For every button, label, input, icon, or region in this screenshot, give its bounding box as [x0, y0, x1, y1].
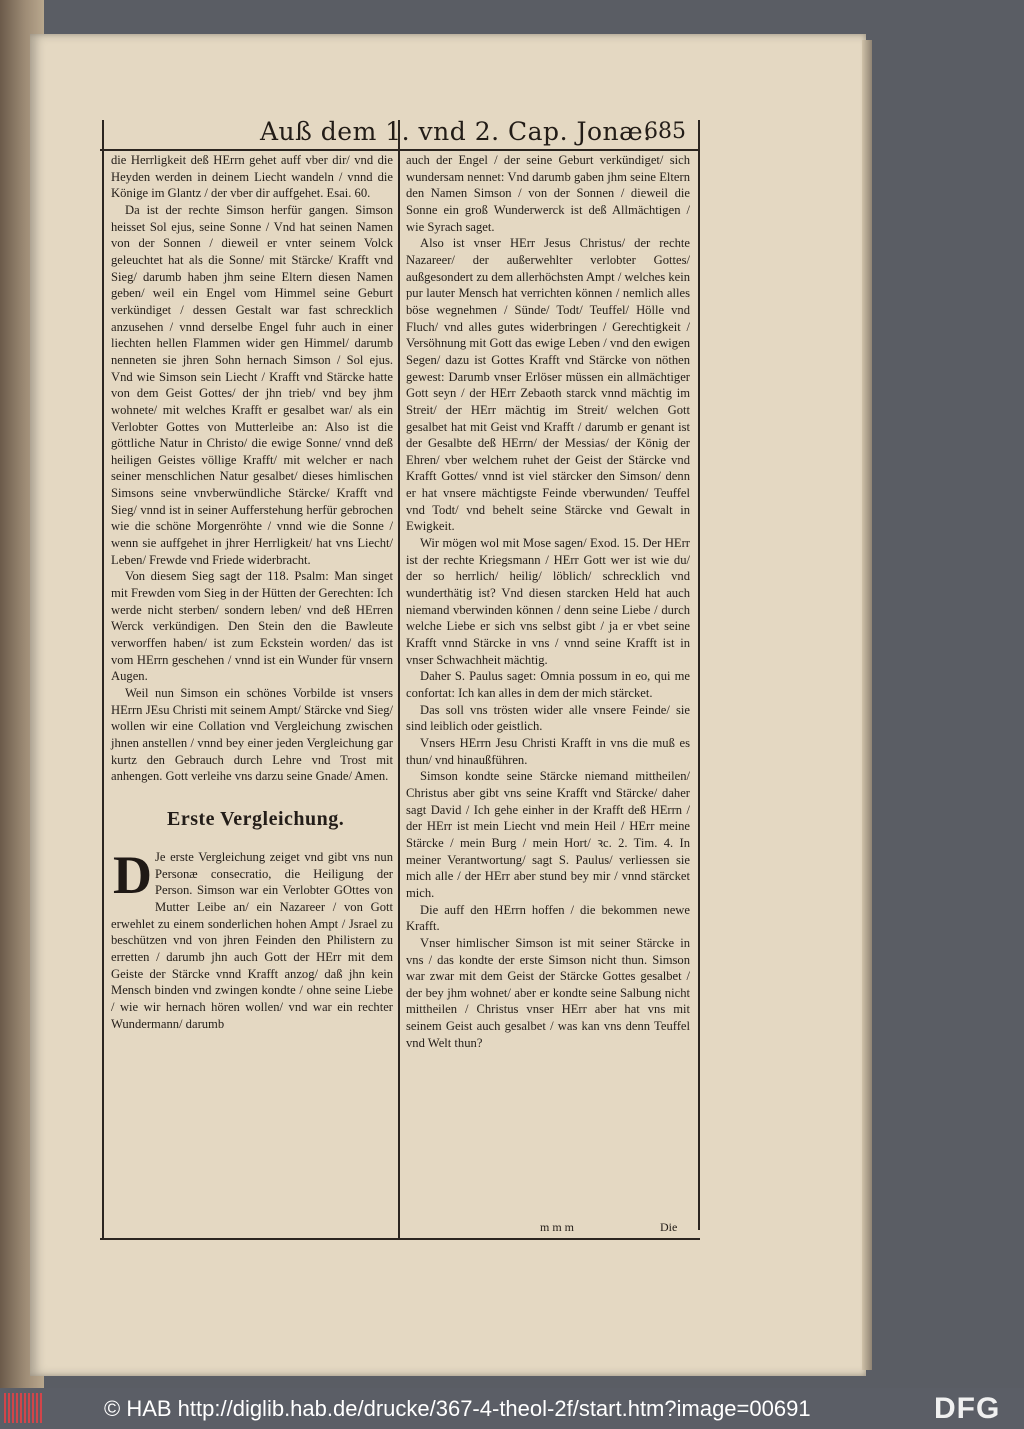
paragraph: Wir mögen wol mit Mose sagen/ Exod. 15. Der HErr ist der rechte Kriegsmann / HErr Gott wer ist wie du/ der so herrlich/ heilig/ löblich/ schrecklich vnd wunderthätig ist? Vnd diesen starcken Held hat auch niemand vberwinden können / denn seine Liebe / durch welche Liebe er sich vns selbst gibt / ja er vbet seine Krafft vnnd Stärcke in vns / vnnd seine Krafft ist in vnser Schwachheit mächtig.: [406, 536, 690, 667]
right-column: [406, 152, 690, 1051]
left-column: [111, 152, 393, 1032]
paragraph: Vnser himlischer Simson ist mit seiner Stärcke in vns / das kondte der erste Simson nicht thun. Simson war zwar mit dem Geist der Stärcke Gottes gesalbet / der bey jhm wohnet/ aber er kondte seine Salbung nicht mittheilen / Christus vnser HErr aber hat vns mit seinem Geist auch gesalbet / was kan vns denn Teuffel vnd Welt thun?: [406, 935, 690, 1050]
signature-mark: m m m: [540, 1220, 575, 1234]
barcode-icon: [4, 1393, 44, 1423]
section-heading: Erste Vergleichung.: [167, 807, 345, 830]
paragraph: Da ist der rechte Simson herfür gangen. Simson heisset Sol ejus, seine Sonne / Vnd hat seinen Namen von der Sonnen / dieweil er vnter seinem Volck geleuchtet hat als die Sonne/ mit Stärcke/ Krafft vnd Sieg/ darumb haben jhm seine Eltern diesen Namen geben/ weil ein Engel vom Himmel seine Geburt verkündiget / dessen Gestalt war fast schrecklich anzusehen / vnnd derselbe Engel fuhr auch in einer liechten hellen Flammen wider gen Himmel/ darumb nenneten sie jhren Sohn hernach Simson / Sol ejus. Vnd wie Simson sein Liecht / Krafft vnd Stärcke hatte von dem Geist Gottes/ der jhn trieb/ vnd bey jhm wohnete/ mit welches Krafft er gesalbet war/ als ein Verlobter Gottes von Mutterleibe an: Also ist die göttliche Natur in Christo/ die ewige Sonne/ vnnd deß heiligen Geistes völlige Krafft/ mit welcher er nach seiner menschlichen Natur gesalbet/ dieses himlischen Simsons seine vnvberwündliche Stärcke/ Krafft vnd Sieg/ vnnd ist in seiner Aufferstehung herfür gebrochen wie die schöne Morgenröhte / vnnd wie die Sonne / wenn sie auffgehet in jhrer Herrligkeit/ hat vns Liecht/ Leben/ Frewde vnd Friede widerbracht.: [111, 202, 393, 567]
paragraph: auch der Engel / der seine Geburt verkündiget/ sich wundersam nennet: Vnd darumb gaben jhm seine Eltern den Namen Simson / von der Sonnen / dieweil die Sonne ein groß Wunderwerck ist deß Allmächtigen / wie Syrach saget.: [406, 153, 690, 234]
paragraph: Simson kondte seine Stärcke niemand mittheilen/ Christus aber gibt vns seine Krafft vnd Stärcke/ daher sagt David / Ich gehe einher in der Krafft deß HErrn / der HErr ist mein Liecht vnd mein Heil / HErr meine Stärcke / mein Burg / mein Hort/ ꝛc. 2. Tim. 4. In meiner Verantwortung/ sagt S. Paulus/ verliessen sie mich alle / der HErr aber stund bey mir / vnnd stärcket mich.: [406, 769, 690, 900]
paragraph: Weil nun Simson ein schönes Vorbilde ist vnsers HErrn JEsu Christi mit seinem Ampt/ Stärcke vnd Sieg/ wollen wir eine Collation vnd Vergleichung zwischen jhnen anstellen / vnnd bey einer jeden Vergleichung gar kurtz den Gebrauch durch Lehre vnd Trost mit anhengen. Gott verleihe vns darzu seine Gnade/ Amen.: [111, 686, 393, 784]
paragraph: die Herrligkeit deß HErrn gehet auff vber dir/ vnd die Heyden werden in deinem Liecht wandeln / vnnd die Könige im Glantz / der vber dir auffgehet. Esai. 60.: [111, 153, 393, 201]
section-body: [111, 844, 393, 1032]
paragraph: Die auff den HErrn hoffen / die bekommen newe Krafft.: [406, 902, 690, 934]
frame-rule-bottom: [100, 1238, 700, 1240]
paragraph: Also ist vnser HErr Jesus Christus/ der rechte Nazareer/ der außerwehlter verlobter Gottes/ außgesondert zu dem allerhöchsten Ampt / welches kein pur lauter Mensch hat verrichten können / nemlich alles böse wegnehmen / Sünde/ Todt/ Teuffel/ Hölle vnd Fluch/ vnd alles gutes widerbringen / Gerechtigkeit / Versöhnung mit Gott das ewige Leben / vnd den ewigen Segen/ dazu ist Gottes Krafft vnd Stärcke von nöthen gewest: Darumb vnser Erlöser müssen ein allmächtiger Gott seyn / der HErr Zebaoth starck vnnd mächtig im Streit/ der HErr mächtig im Streit/ welchen Gott gesalbet hat mit Geist vnd Krafft / darumb er genant ist der Gesalbte deß HErrn/ der Messias/ der König der Ehren/ vber welchem ruhet der Geist der Stärcke vnd Krafft Gottes/ vnnd ist viel stärcker den Simson/ denn er hat vnsere mächtigste Feinde vberwunden/ Teuffel vnd Todt/ vnd behelt seine Stärcke vnd Gewalt in Ewigkeit.: [406, 236, 690, 534]
viewer-footer: [0, 1388, 1024, 1429]
frame-rule-left: [102, 120, 104, 1240]
page-header: [100, 115, 700, 151]
paragraph: Das soll vns trösten wider alle vnsere Feinde/ sie sind leiblich oder geistlich.: [406, 702, 690, 734]
page-number: 685: [644, 119, 686, 144]
running-title: Auß dem 1. vnd 2. Cap. Jonæ.: [260, 117, 652, 146]
paragraph: Je erste Vergleichung zeiget vnd gibt vns nun Personæ consecratio, die Heiligung der Person. Simson war ein Verlobter GOttes von Mutter Leibe an/ ein Nazareer / von Gott erwehlet zu einem sonderlichen hohen Ampt / Jsrael zu beschützen vnd von jhren Feinden den Philistern zu erretten / darumb jhn auch Gott der HErr mit dem Geiste der Stärcke vnnd Krafft anzog/ daß jhn kein Mensch binden vnd zwingen kondte / ohne seine Liebe / wie wir hernach hören wollen/ vnd war ein rechter Wundermann/ darumb: [111, 849, 393, 1031]
page-fore-edge: [862, 40, 872, 1370]
source-url[interactable]: © HAB http://diglib.hab.de/drucke/367-4-theol-2f/start.htm?image=00691: [104, 1396, 811, 1421]
catchword: Die: [660, 1220, 678, 1234]
paragraph: Vnsers HErrn Jesu Christi Krafft in vns die muß es thun/ vnd hinaußführen.: [406, 735, 690, 767]
frame-rule-right: [698, 120, 700, 1230]
paragraph: Daher S. Paulus saget: Omnia possum in eo, qui me confortat: Ich kan alles in dem der mich stärcket.: [406, 669, 690, 700]
dfg-logo: DFG: [934, 1392, 1001, 1425]
column-divider: [398, 120, 400, 1240]
drop-cap: D: [113, 844, 152, 905]
paragraph: Von diesem Sieg sagt der 118. Psalm: Man singet mit Frewden vom Sieg in der Hütten der Gerechten: Ich werde nicht sterben/ sondern leben/ vnd deß HErren Werck verkündigen. Den Stein den die Bawleute verworffen haben/ ist zum Eckstein worden/ das ist vom HErrn geschehen / vnnd ist ein Wunder für vnsern Augen.: [111, 569, 393, 684]
